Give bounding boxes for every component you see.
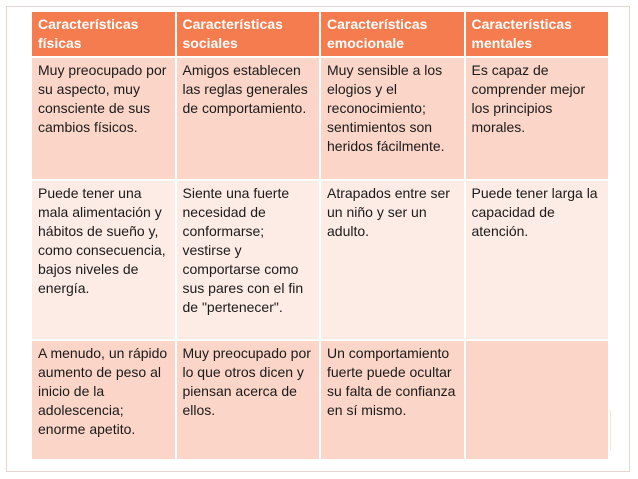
table-cell: Un comportamiento fuerte puede ocultar su falta de confianza en sí mismo.: [320, 340, 465, 460]
table-row: [31, 340, 609, 460]
characteristics-table: [30, 10, 610, 461]
table-cell: Siente una fuerte necesidad de conformarse; vestirse y comportarse como sus pares con el fin de "pertenecer".: [176, 180, 321, 340]
header-fisicas: Características físicas: [31, 11, 176, 57]
table-cell: Muy preocupado por lo que otros dicen y piensan acerca de ellos.: [176, 340, 321, 460]
table-cell: Muy preocupado por su aspecto, muy consciente de sus cambios físicos.: [31, 57, 176, 180]
table-row: [31, 180, 609, 340]
table-cell: A menudo, un rápido aumento de peso al inicio de la adolescencia; enorme apetito.: [31, 340, 176, 460]
table-cell-empty: [465, 340, 610, 460]
header-mentales: Características mentales: [465, 11, 610, 57]
header-sociales: Características sociales: [176, 11, 321, 57]
table-header-row: [31, 11, 609, 57]
table-cell: Muy sensible a los elogios y el reconocimiento; sentimientos son heridos fácilmente.: [320, 57, 465, 180]
table-cell: Puede tener una mala alimentación y hábitos de sueño y, como consecuencia, bajos niveles de energía.: [31, 180, 176, 340]
table-cell: Atrapados entre ser un niño y ser un adulto.: [320, 180, 465, 340]
header-emocionales: Características emocionale: [320, 11, 465, 57]
table-cell: Es capaz de comprender mejor los principios morales.: [465, 57, 610, 180]
table-row: [31, 57, 609, 180]
table-cell: Puede tener larga la capacidad de atención.: [465, 180, 610, 340]
table-cell: Amigos establecen las reglas generales de comportamiento.: [176, 57, 321, 180]
